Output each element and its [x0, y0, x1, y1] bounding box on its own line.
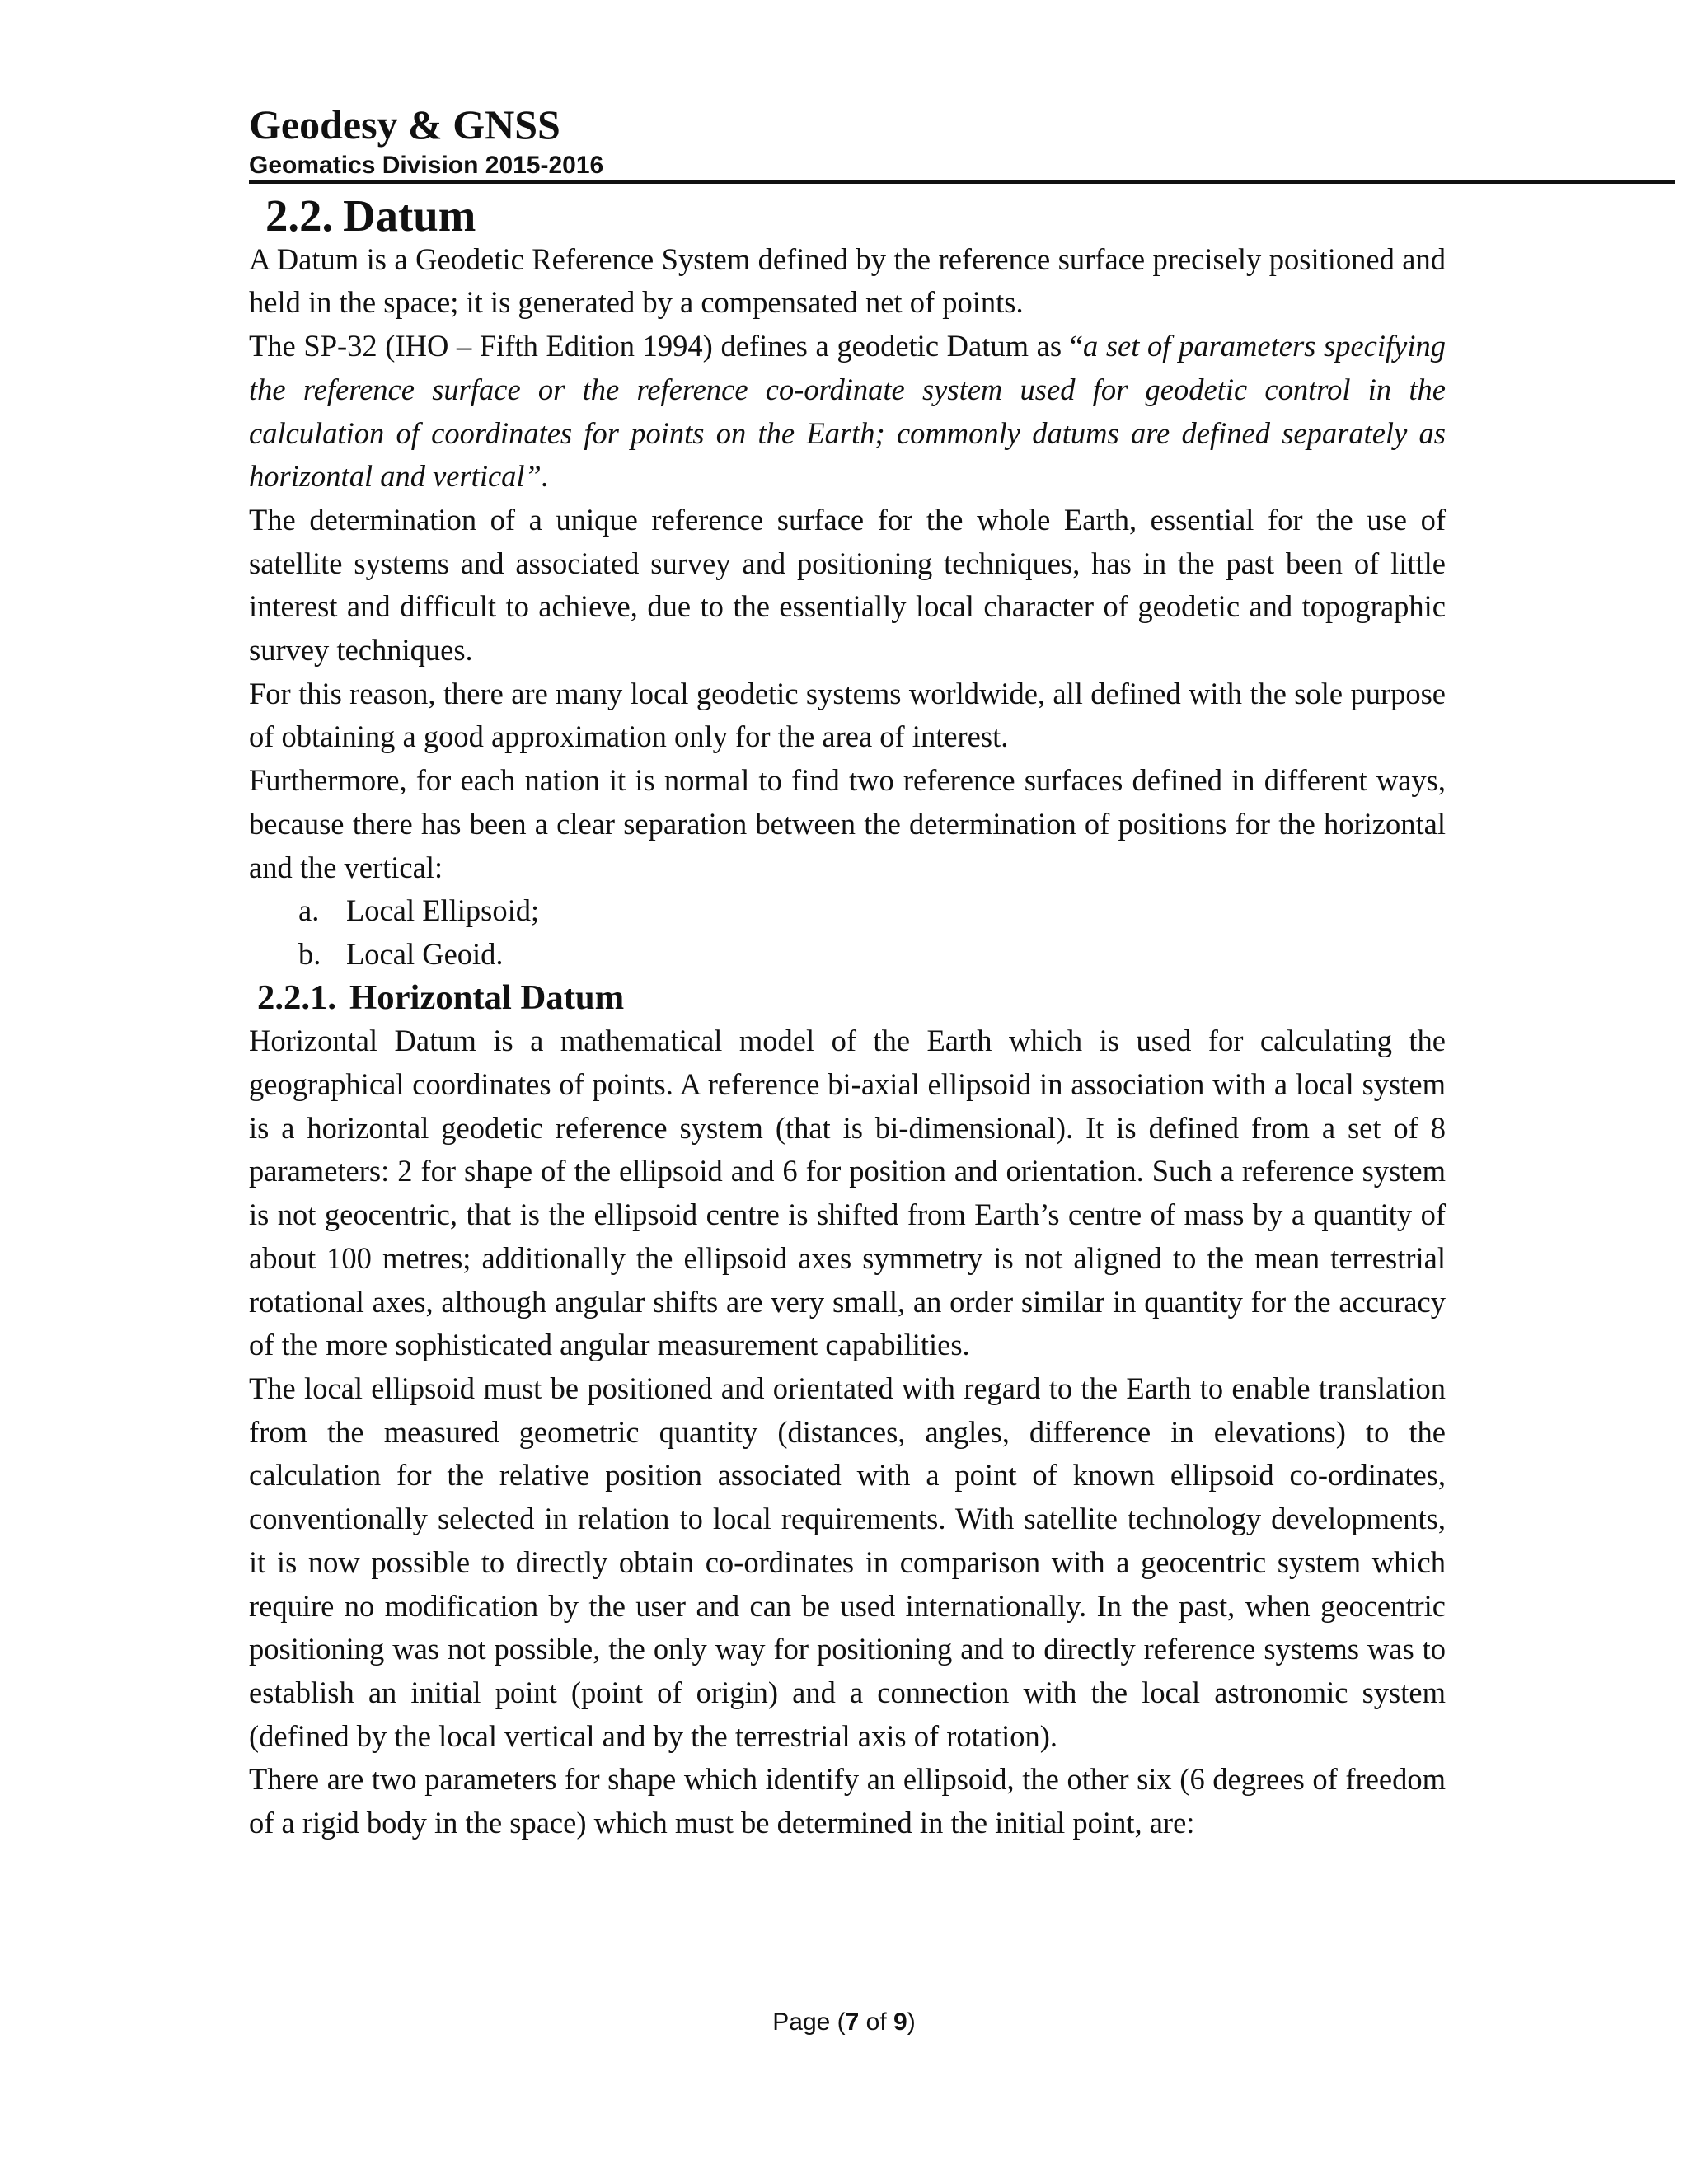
paragraph: The determination of a unique reference surface for the whole Earth, essential for the use of satellite systems and associated survey and positioning techniques, has in the past been of little interest and difficult to achieve, due to the essentially local character of geodetic and topographic survey techniques. — [249, 502, 1446, 668]
quote-intro: The SP-32 (IHO – Fifth Edition 1994) defines a geodetic Datum as “ — [249, 329, 1083, 363]
paragraph: The local ellipsoid must be positioned and orientated with regard to the Earth to enable translation from the measured geometric quantity (distances, angles, difference in elevations) to the calculation for the relative position associated with a point of known ellipsoid co-ordinates, conventionally selected in relation to local requirements. With satellite technology developments, it is now possible to directly obtain co-ordinates in comparison with a geocentric system which require no modification by the user and can be used internationally. In the past, when geocentric positioning was not possible, the only way for positioning and to directly reference systems was to establish an initial point (point of origin) and a connection with the local astronomic system (defined by the local vertical and by the terrestrial axis of rotation). — [249, 1371, 1446, 1753]
page-number-prefix: Page ( — [772, 2008, 846, 2036]
quote-text: a set of parameters specifying the reference surface or the reference co-ordinate system used for geodetic control in the calculation of coordinates for points on the Earth; commonly datums are defined separately as horizontal and vertical”. — [249, 329, 1446, 494]
list-item-text: Local Ellipsoid; — [346, 893, 540, 928]
subsection-heading — [249, 977, 1446, 1020]
document-title: Geodesy & GNSS — [249, 101, 560, 148]
current-page-number: 7 — [845, 2008, 860, 2036]
paragraph: Furthermore, for each nation it is normal to find two reference surfaces defined in different ways, because there has been a clear separation between the determination of positions for the horizontal and the vertical: — [249, 763, 1446, 884]
header-divider — [249, 180, 1675, 184]
list-marker: a. — [298, 893, 320, 928]
document-subtitle: Geomatics Division 2015-2016 — [249, 152, 604, 179]
paragraph: There are two parameters for shape which identify an ellipsoid, the other six (6 degrees of freedom of a rigid body in the space) which must be determined in the initial point, are: — [249, 1762, 1446, 1840]
reference-surfaces-list — [249, 889, 1446, 976]
page-number-of: of — [859, 2008, 894, 2036]
page-content — [249, 190, 1446, 1845]
paragraph: For this reason, there are many local geodetic systems worldwide, all defined with the sole purpose of obtaining a good approximation only for the area of interest. — [249, 676, 1446, 754]
list-item — [298, 933, 1446, 977]
section-number: 2.2. — [265, 190, 334, 241]
section-title: Datum — [343, 190, 476, 241]
list-marker: b. — [298, 936, 321, 971]
page-footer — [0, 2006, 1688, 2039]
list-item-text: Local Geoid. — [346, 936, 504, 971]
subsection-number: 2.2.1. — [257, 977, 337, 1017]
list-item — [298, 889, 1446, 933]
page-number-suffix: ) — [907, 2008, 916, 2036]
subsection-title: Horizontal Datum — [349, 977, 625, 1017]
total-page-count: 9 — [893, 2008, 907, 2036]
paragraph: Horizontal Datum is a mathematical model of the Earth which is used for calculating the geographical coordinates of points. A reference bi-axial ellipsoid in association with a local system is a horizontal geodetic reference system (that is bi-dimensional). It is defined from a set of 8 parameters: 2 for shape of the ellipsoid and 6 for position and orientation. Such a reference system is not geocentric, that is the ellipsoid centre is shifted from Earth’s centre of mass by a quantity of about 100 metres; additionally the ellipsoid axes symmetry is not aligned to the mean terrestrial rotational axes, although angular shifts are very small, an order similar in quantity for the accuracy of the more sophisticated angular measurement capabilities. — [249, 1024, 1446, 1362]
section-heading — [249, 190, 1446, 241]
paragraph: A Datum is a Geodetic Reference System defined by the reference surface precisely positioned and held in the space; it is generated by a compensated net of points. — [249, 241, 1446, 320]
paragraph-quote — [249, 325, 1446, 499]
page-header — [249, 101, 1675, 181]
